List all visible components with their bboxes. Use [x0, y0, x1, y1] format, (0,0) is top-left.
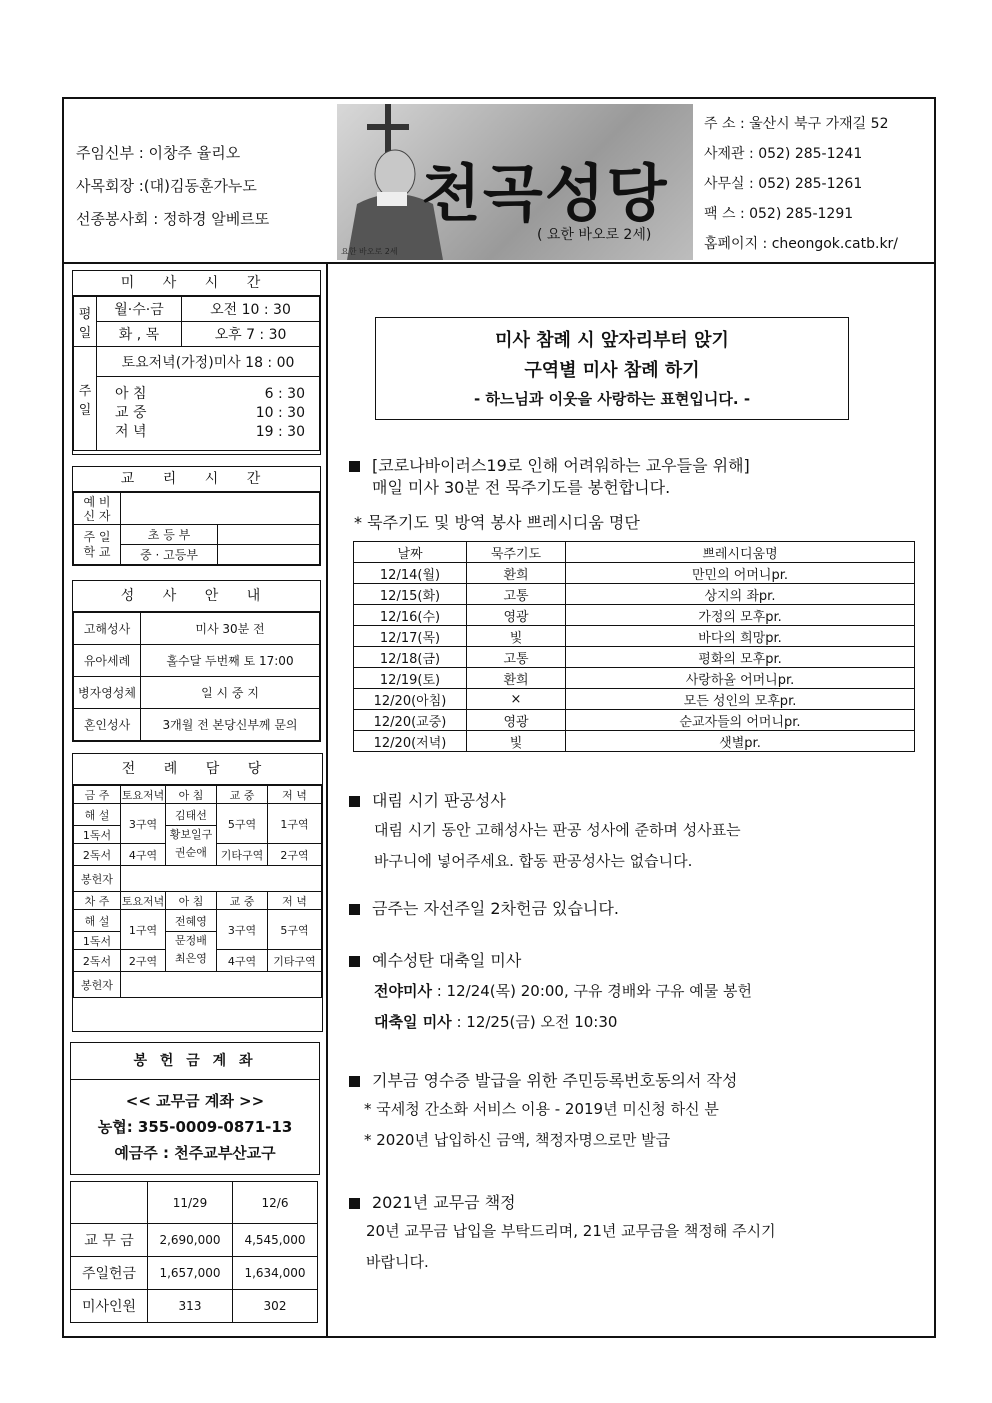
- doctrine-title: 교 리 시 간: [73, 467, 320, 492]
- weekday-days-1: 월·수·금: [97, 297, 182, 322]
- rosary-header: 묵주기도: [467, 542, 566, 563]
- sacrament-box: [72, 580, 321, 742]
- elementary-value: [218, 525, 320, 545]
- covid-sub: * 묵주기도 및 방역 봉사 쁘레시디움 명단: [354, 513, 640, 532]
- receipt-section: [349, 1068, 737, 1091]
- liturgy-cell: 전혜영: [166, 910, 217, 932]
- advent-section: [349, 788, 506, 811]
- liturgy-cell: [121, 972, 322, 998]
- liturgy-cell: 최은영: [175, 952, 207, 965]
- finance-value: 1,634,000: [233, 1257, 318, 1290]
- covid-line-2: 매일 미사 30분 전 묵주기도를 봉헌합니다.: [372, 478, 671, 497]
- christmas-text: [374, 976, 752, 1038]
- liturgy-cell: 기타구역: [217, 844, 268, 866]
- finance-label: 미사인원: [71, 1290, 148, 1323]
- saturday-evening-mass: 토요저녁(가정)미사 18 : 00: [97, 347, 320, 377]
- funeral-service: 선종봉사회 : 정하경 알베르또: [76, 210, 270, 228]
- liturgy-cell: 2구역: [268, 844, 322, 866]
- liturgy-cell: 4구역: [217, 950, 268, 972]
- liturgy-cell: 2독서: [74, 950, 121, 972]
- rosary-mystery: 환희: [467, 668, 566, 689]
- sunday-mass-name: 아 침: [115, 386, 147, 402]
- homepage: 홈페이지 : cheongok.catb.kr/: [704, 236, 899, 252]
- image-caption: 요한 바오로 2세: [341, 247, 398, 256]
- vigil-text: : 12/24(목) 20:00, 구유 경배와 구유 예물 봉헌: [431, 982, 752, 1000]
- liturgy-cell: 권순애: [175, 846, 207, 859]
- advent-heading: 대림 시기 판공성사: [372, 791, 506, 810]
- rosary-date: 12/20(저녁): [354, 731, 467, 752]
- sunday-mass-time: 6 : 30: [264, 386, 305, 402]
- address: 주 소 : 울산시 북구 가재길 52: [704, 116, 889, 132]
- liturgy-cell: 김태선: [166, 804, 217, 826]
- finance-value: 2,690,000: [148, 1224, 233, 1257]
- advent-line-1: 대림 시기 동안 고해성사는 판공 성사에 준하며 성사표는: [374, 821, 741, 839]
- sacrament-value: 3개월 전 본당신부께 문의: [141, 709, 320, 741]
- header-divider: [64, 262, 934, 264]
- finance-header: 11/29: [148, 1182, 233, 1224]
- rosary-date: 12/15(화): [354, 584, 467, 605]
- bulletin-page: [62, 97, 936, 1338]
- sunday-school-label: 주 일 학 교: [74, 525, 121, 565]
- liturgy-cell: 저 녁: [268, 786, 322, 804]
- rosary-date: 12/17(목): [354, 626, 467, 647]
- liturgy-cell: 황보일구: [169, 828, 213, 841]
- pastor: 주임신부 : 이창주 율리오: [76, 144, 241, 162]
- rosary-mystery: 환희: [467, 563, 566, 584]
- receipt-line-2: * 2020년 납입하신 금액, 책정자명으로만 발급: [364, 1131, 671, 1149]
- christmas-heading: 예수성탄 대축일 미사: [372, 951, 522, 970]
- liturgy-cell: 1독서: [74, 932, 121, 950]
- rosary-mystery: 영광: [467, 605, 566, 626]
- notice-line-1: 미사 참례 시 앞자리부터 앉기: [495, 330, 729, 351]
- tithe-text: [366, 1216, 776, 1278]
- rosary-praesidium: 상지의 좌pr.: [566, 584, 915, 605]
- rosary-praesidium: 만민의 어머니pr.: [566, 563, 915, 584]
- sacrament-key: 혼인성사: [74, 709, 141, 741]
- bullet-square-icon: [349, 461, 360, 472]
- mass-times-title: 미 사 시 간: [73, 271, 320, 296]
- liturgy-cell: [121, 866, 322, 892]
- staff-list: [76, 137, 269, 236]
- feast-label: 대축일 미사: [374, 1013, 452, 1031]
- liturgy-cell: 봉헌자: [74, 972, 121, 998]
- rosary-date: 12/20(교중): [354, 710, 467, 731]
- feast-text: : 12/25(금) 오전 10:30: [451, 1013, 618, 1031]
- liturgy-cell: 5구역: [217, 804, 268, 844]
- liturgy-cell: 3구역: [217, 910, 268, 950]
- finance-label: 주일헌금: [71, 1257, 148, 1290]
- sunday-mass-name: 교 중: [115, 405, 147, 421]
- donation-holder: 예금주 : 천주교부산교구: [114, 1144, 276, 1162]
- liturgy-box: [72, 753, 323, 1032]
- liturgy-cell: 1구역: [121, 910, 166, 950]
- tithe-line-2: 바랍니다.: [366, 1253, 429, 1271]
- liturgy-cell: 아 침: [166, 786, 217, 804]
- liturgy-title: 전 례 담 당: [73, 754, 322, 785]
- rosary-table: [353, 541, 915, 752]
- advent-line-2: 바구니에 넣어주세요. 합동 판공성사는 없습니다.: [374, 852, 693, 870]
- rosary-mystery: 고통: [467, 584, 566, 605]
- notice-line-3: - 하느님과 이웃을 사랑하는 표현입니다. -: [473, 390, 751, 408]
- contact-info: [704, 109, 898, 259]
- office-phone: 사무실 : 052) 285-1261: [704, 176, 863, 192]
- mass-times-box: [72, 270, 321, 455]
- sacrament-key: 고해성사: [74, 613, 141, 645]
- rosary-mystery: ×: [467, 689, 566, 710]
- rosary-date: 12/14(월): [354, 563, 467, 584]
- donation-title: 봉 헌 금 계 좌: [71, 1043, 319, 1080]
- donation-line-1: << 교무금 계좌 >>: [125, 1092, 265, 1110]
- bullet-square-icon: [349, 904, 360, 915]
- weekday-label: 평일: [74, 297, 97, 347]
- middle-high-value: [218, 545, 320, 565]
- rosary-praesidium: 사랑하올 어머니pr.: [566, 668, 915, 689]
- sacrament-value: 미사 30분 전: [141, 613, 320, 645]
- receipt-line-1: * 국세청 간소화 서비스 이용 - 2019년 미신청 하신 분: [364, 1100, 719, 1118]
- sunday-mass-name: 저 녁: [115, 424, 147, 440]
- notice-line-2: 구역별 미사 참례 하기: [524, 360, 700, 381]
- church-name: 천곡성당: [421, 157, 669, 230]
- liturgy-cell: 교 중: [217, 892, 268, 910]
- tithe-heading: 2021년 교무금 책정: [372, 1193, 516, 1212]
- catechumen-label: 예 비 신 자: [74, 493, 121, 525]
- finance-table: [70, 1181, 318, 1323]
- sunday-mass-time: 10 : 30: [255, 405, 305, 421]
- liturgy-cell: 기타구역: [268, 950, 322, 972]
- receipt-heading: 기부금 영수증 발급을 위한 주민등록번호동의서 작성: [372, 1071, 738, 1090]
- liturgy-cell: 문정배: [175, 934, 207, 947]
- weekday-time-2: 오후 7 : 30: [182, 322, 320, 347]
- liturgy-cell: 봉헌자: [74, 866, 121, 892]
- council-president: 사목회장 :(대)김동훈가누도: [76, 177, 257, 195]
- sacrament-key: 병자영성체: [74, 677, 141, 709]
- tithe-line-1: 20년 교무금 납입을 부탁드리며, 21년 교무금을 책정해 주시기: [366, 1222, 776, 1240]
- finance-value: 1,657,000: [148, 1257, 233, 1290]
- finance-value: 302: [233, 1290, 318, 1323]
- fax: 팩 스 : 052) 285-1291: [704, 206, 854, 222]
- sunday-label: 주일: [74, 347, 97, 451]
- sacrament-title: 성 사 안 내: [73, 581, 320, 612]
- rectory-phone: 사제관 : 052) 285-1241: [704, 146, 863, 162]
- doctrine-box: [72, 466, 321, 566]
- rosary-header: 날짜: [354, 542, 467, 563]
- liturgy-cell: 토요저녁: [121, 786, 166, 804]
- liturgy-cell: 1독서: [74, 826, 121, 844]
- tithe-section: [349, 1190, 516, 1213]
- liturgy-cell: 아 침: [166, 892, 217, 910]
- liturgy-cell: 4구역: [121, 844, 166, 866]
- donation-account-number: 농협: 355-0009-0871-13: [97, 1118, 293, 1136]
- vigil-label: 전야미사: [374, 982, 432, 1000]
- liturgy-cell: 차 주: [74, 892, 121, 910]
- liturgy-cell: 5구역: [268, 910, 322, 950]
- rosary-date: 12/19(토): [354, 668, 467, 689]
- liturgy-cell: 3구역: [121, 804, 166, 844]
- rosary-mystery: 빛: [467, 626, 566, 647]
- column-divider: [326, 262, 328, 1336]
- covid-heading: [코로나바이러스19로 인해 어려워하는 교우들을 위해]: [372, 456, 750, 475]
- notice-box: [375, 317, 849, 420]
- church-banner: [337, 104, 693, 260]
- liturgy-cell: 해 설: [74, 910, 121, 932]
- liturgy-cell: 1구역: [268, 804, 322, 844]
- rosary-date: 12/16(수): [354, 605, 467, 626]
- bullet-square-icon: [349, 796, 360, 807]
- sacrament-value: 홀수달 두번째 토 17:00: [141, 645, 320, 677]
- rosary-praesidium: 샛별pr.: [566, 731, 915, 752]
- rosary-praesidium: 모든 성인의 모후pr.: [566, 689, 915, 710]
- weekday-time-1: 오전 10 : 30: [182, 297, 320, 322]
- receipt-text: [364, 1094, 719, 1156]
- finance-header: [71, 1182, 148, 1224]
- middle-high-label: 중 · 고등부: [121, 545, 218, 565]
- rosary-praesidium: 바다의 희망pr.: [566, 626, 915, 647]
- sunday-mass-time: 19 : 30: [255, 424, 305, 440]
- sacrament-value: 일 시 중 지: [141, 677, 320, 709]
- liturgy-cell: 토요저녁: [121, 892, 166, 910]
- rosary-mystery: 빛: [467, 731, 566, 752]
- rosary-date: 12/20(아침): [354, 689, 467, 710]
- liturgy-cell: 해 설: [74, 804, 121, 826]
- liturgy-cell: 교 중: [217, 786, 268, 804]
- elementary-label: 초 등 부: [121, 525, 218, 545]
- rosary-date: 12/18(금): [354, 647, 467, 668]
- second-collection-text: 금주는 자선주일 2차헌금 있습니다.: [372, 899, 619, 918]
- bullet-square-icon: [349, 1076, 360, 1087]
- patron-saint: ( 요한 바오로 2세): [537, 227, 652, 243]
- weekday-days-2: 화 , 목: [97, 322, 182, 347]
- finance-label: 교 무 금: [71, 1224, 148, 1257]
- finance-value: 313: [148, 1290, 233, 1323]
- liturgy-cell: 2독서: [74, 844, 121, 866]
- second-collection-section: [349, 896, 619, 919]
- finance-header: 12/6: [233, 1182, 318, 1224]
- rosary-header: 쁘레시디움명: [566, 542, 915, 563]
- advent-text: [374, 815, 741, 877]
- liturgy-cell: 저 녁: [268, 892, 322, 910]
- rosary-praesidium: 평화의 모후pr.: [566, 647, 915, 668]
- liturgy-cell: 금 주: [74, 786, 121, 804]
- liturgy-cell: 2구역: [121, 950, 166, 972]
- rosary-praesidium: 순교자들의 어머니pr.: [566, 710, 915, 731]
- finance-value: 4,545,000: [233, 1224, 318, 1257]
- rosary-mystery: 영광: [467, 710, 566, 731]
- donation-account-box: [70, 1042, 320, 1175]
- rosary-praesidium: 가정의 모후pr.: [566, 605, 915, 626]
- bullet-square-icon: [349, 956, 360, 967]
- bullet-square-icon: [349, 1198, 360, 1209]
- christmas-section: [349, 948, 521, 971]
- sacrament-key: 유아세례: [74, 645, 141, 677]
- catechumen-value: [121, 493, 320, 525]
- rosary-mystery: 고통: [467, 647, 566, 668]
